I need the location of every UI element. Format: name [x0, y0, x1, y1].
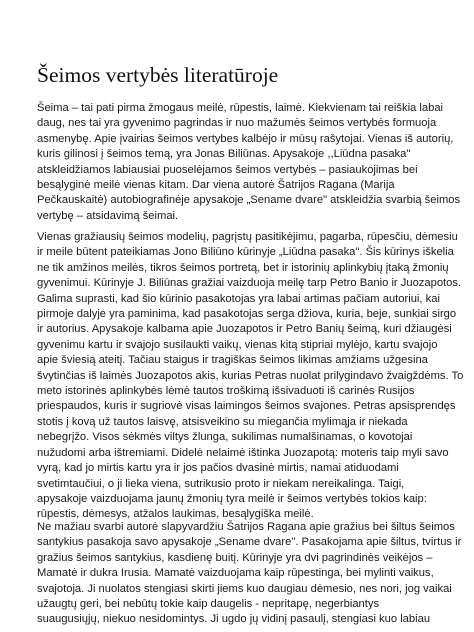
paragraph-1 — [37, 101, 461, 224]
document-title: Šeimos vertybės literatūroje — [37, 63, 279, 87]
paragraph-line: svajotoja. Ji nuolatos stengiasi skirti jiems kuo daugiau dėmesio, nes nori, jog vaikai — [37, 582, 452, 595]
paragraph-line: Ne mažiau svarbi autorė slapyvardžiu Šatrijos Ragana apie gražius bei šiltus šeimos — [37, 521, 455, 533]
paragraph-line: priespaudos, kuris ir sugriovė visas laimingos šeimos svajones. Petras apsisprendęs — [37, 400, 456, 413]
paragraph-line: santykius pasakoja savo apysakoje „Sename dvare". Pasakojama apie šiltus, tvirtus ir — [37, 536, 462, 549]
paragraph-line: besąlyginė meilė vienas kitam. Dar viena autorė Šatrijos Ragana (Marija — [37, 179, 395, 192]
paragraph-line: gyvenimu kartu ir svajojo susilaukti vaikų, vienas kitą stipriai mylėjo, kartu svajojo — [37, 338, 438, 351]
paragraph-line: rūpestis, dėmesys, atžalos laukimas, besąlygiška meilė. — [37, 508, 314, 521]
paragraph-line: vertybę – atsidavimą šeimai. — [37, 209, 179, 222]
paragraph-line: stotis į kovą už tautos laisvę, atsisveikino su miegančia mylimąja ir niekada — [37, 415, 408, 428]
paragraph-line: atskleidžiamos labiausiai puoselėjamos šeimos vertybės – pasiaukojimas bei — [37, 163, 418, 176]
paragraph-line: gyvenimui. Kūrinyje J. Biliūnas gražiai vaizduoja meilę tarp Petro Banio ir Juozapotos. — [37, 277, 462, 290]
paragraph-line: ne tik amžinos meilės, tikros šeimos portretą, bet ir istorinių aplinkybių įtaką žmonių — [37, 261, 449, 274]
paragraph-line: asmenybę. Apie įvairias šeimos vertybes kalbėjo ir mūsų rašytojai. Vienas iš autorių, — [37, 132, 454, 145]
paragraph-line: svetimtaučiui, o ji lieka viena, sutrikusio proto ir niekam nereikalinga. Taigi, — [37, 477, 405, 490]
paragraph-line: vyrą, kad jo mirtis kartu yra ir jos pačios dvasinė mirtis, namai atiduodami — [37, 462, 399, 475]
paragraph-line: nebegrįžo. Visos sėkmės viltys žlunga, sukilimas numalšinamas, o kovotojai — [37, 431, 413, 444]
paragraph-line: ir autorius. Apysakoje kalbama apie Juozapotos ir Petro Banių šeimą, kuri džiaugėsi — [37, 323, 452, 336]
paragraph-2 — [37, 230, 464, 523]
paragraph-line: pirmoje dalyje yra paminima, kad pasakotojas serga džiova, kuria, beje, sunkiai sirgo — [37, 308, 457, 321]
paragraph-line: apysakoje vaizduojama jaunų žmonių tyra meilė ir šeimos vertybės tokios kaip: — [37, 492, 427, 505]
paragraph-line: Vienas gražiausių šeimos modelių, pagrįstų pasitikėjimu, pagarba, rūpesčiu, dėmesiu — [37, 231, 458, 243]
paragraph-3 — [37, 520, 462, 628]
paragraph-line: užaugtų geri, bei nebūtų tokie kaip daugelis - nepritapę, negerbiantys — [37, 598, 380, 611]
paragraph-line: švytinčias iš laimės Juozapotos akis, kurias Petras nuolat prilygindavo žvaigždėms. To — [37, 369, 464, 382]
paragraph-line: daug, nes tai yra gyvenimo pagrindas ir nuo mažumės šeimos vertybės formuoja — [37, 117, 437, 130]
paragraph-line: gražius šeimos santykius, kasdienę buitį. Kūrinyje yra dvi pagrindinės veikėjos – — [37, 551, 433, 564]
paragraph-line: meto istorinės aplinkybės lėmė tautos troškimą išsivaduoti iš carinės Rusijos — [37, 385, 415, 398]
paragraph-line: nužudomi arba ištremiami. Didelė nelaimė ištinka Juozapotą: moteris taip myli savo — [37, 446, 449, 459]
paragraph-line: ir meile būtent pateikiamas Jono Biliūno kūrinyje „Liūdna pasaka". Šis kūrinys iškelia — [37, 246, 454, 259]
paragraph-line: apie šviesią ateitį. Tačiau staigus ir tragiškas šeimos likimas amžiams užgesina — [37, 354, 428, 367]
paragraph-line: Pečkauskaitė) autobiografinėje apysakoje „Sename dvare" atskleidžia svarbią šeimos — [37, 194, 461, 207]
paragraph-line: Šeima – tai pati pirma žmogaus meilė, rūpestis, laimė. Kiekvienam tai reiškia labai — [37, 102, 444, 114]
paragraph-line: Mamatė ir dukra Irusia. Mamatė vaizduojama kaip rūpestinga, bei mylinti vaikus, — [37, 567, 434, 580]
paragraph-line: suaugusiųjų, niekuo nesidomintys. Ji ugdo jų vidinį pasaulį, stengiasi kuo labiau — [37, 613, 431, 626]
paragraph-line: Galima suprasti, kad šio kūrinio pasakotojas yra labai artimas pačiam autoriui, kai — [37, 292, 440, 305]
paragraph-line: kuris gilinosi į šeimos temą, yra Jonas Biliūnas. Apysakoje ,,Liūdna pasaka'' — [37, 148, 411, 161]
